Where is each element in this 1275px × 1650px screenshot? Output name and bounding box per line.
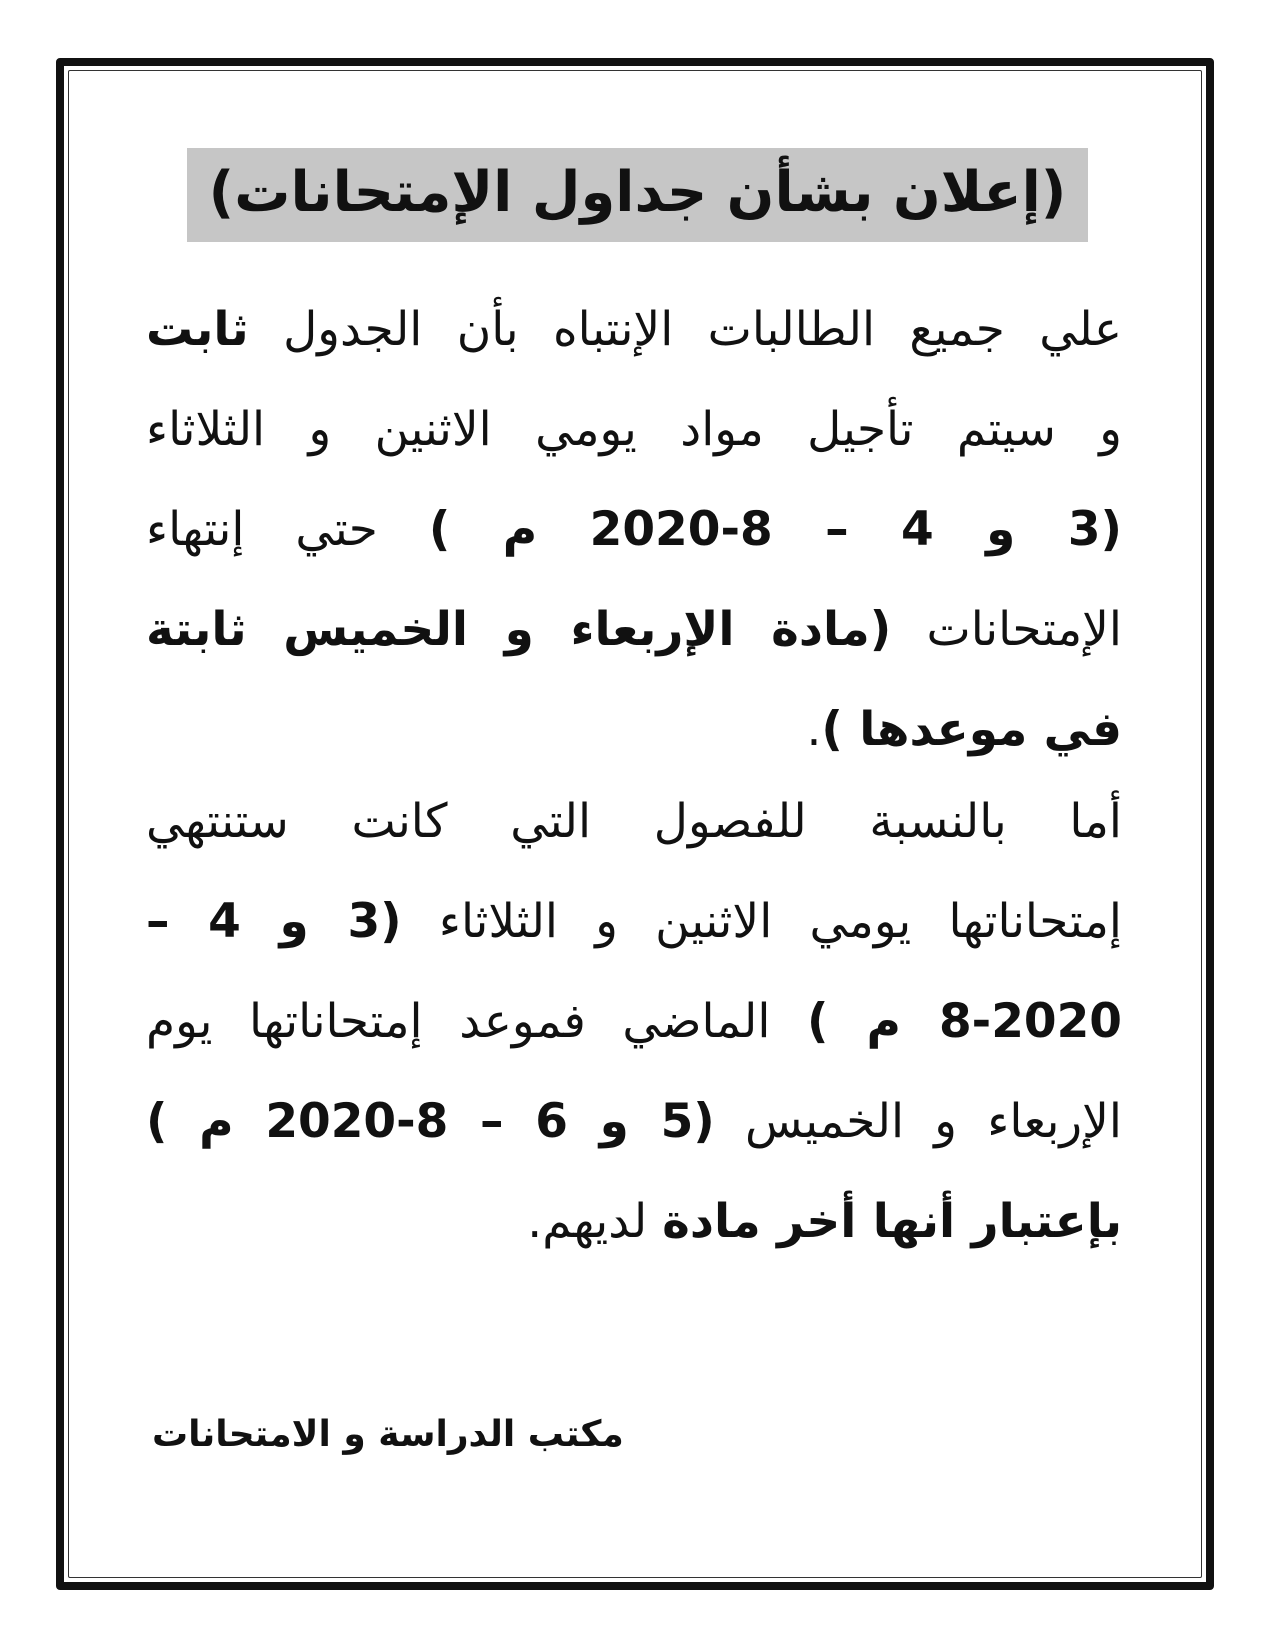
office-signature: مكتب الدراسة و الامتحانات: [152, 1414, 624, 1455]
line-text: الإمتحانات: [891, 602, 1122, 657]
line-text-bold: (3 و 4 – 8-2020 م ): [428, 502, 1122, 557]
paragraph-line: [146, 580, 1122, 680]
announcement-title: (إعلان بشأن جداول الإمتحانات): [187, 148, 1089, 242]
paragraph-line: [146, 480, 1122, 580]
line-text-bold: (3 و 4 –: [146, 894, 402, 949]
line-text-bold: (5 و 6 – 8-2020 م ): [146, 1094, 715, 1149]
title-container: [0, 148, 1275, 242]
line-text-bold: (مادة الإربعاء و الخميس ثابتة: [146, 602, 892, 657]
line-text: علي جميع الطالبات الإنتباه بأن الجدول: [248, 302, 1122, 357]
paragraph-line: [146, 280, 1122, 380]
line-text: حتي إنتهاء: [146, 502, 429, 557]
line-text-bold: بإعتبار أنها أخر مادة: [662, 1194, 1122, 1249]
paragraph-1: [146, 280, 1122, 780]
paragraph-line: [146, 380, 1122, 480]
paragraph-line: [146, 872, 1122, 972]
line-text-bold: في موعدها ): [821, 702, 1122, 757]
line-text: لديهم.: [527, 1194, 663, 1249]
line-text: و سيتم تأجيل مواد يومي الاثنين و الثلاثاء: [146, 402, 1122, 457]
line-text: .: [806, 702, 822, 757]
paragraph-line: [146, 680, 1122, 780]
paragraph-line: [146, 1072, 1122, 1172]
line-text: الإربعاء و الخميس: [714, 1094, 1122, 1149]
line-text: أما بالنسبة للفصول التي كانت ستنتهي: [146, 794, 1122, 849]
line-text: الماضي فموعد إمتحاناتها يوم: [146, 994, 807, 1049]
line-text-bold: ثابت: [146, 302, 249, 357]
line-text-bold: 8-2020 م ): [807, 994, 1123, 1049]
paragraph-line: [146, 972, 1122, 1072]
paragraph-line: [146, 1172, 1122, 1272]
paragraph-line: [146, 772, 1122, 872]
line-text: إمتحاناتها يومي الاثنين و الثلاثاء: [401, 894, 1122, 949]
paragraph-2: [146, 772, 1122, 1272]
